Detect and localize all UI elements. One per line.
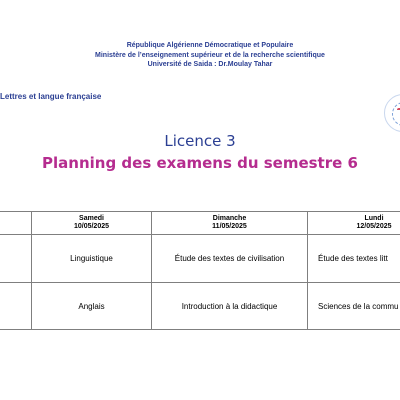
university-line: Université de Saida : Dr.Moulay Tahar: [147, 61, 273, 68]
row-label-cell: [0, 283, 32, 330]
level-title: Licence 3: [164, 132, 236, 150]
day-header-samedi: [32, 212, 152, 235]
exam-cell: Étude des textes de civilisation: [152, 235, 308, 283]
exam-cell: Introduction à la didactique: [152, 283, 308, 330]
university-logo-icon: [384, 94, 400, 132]
department-label: Lettres et langue française: [0, 92, 102, 101]
day-date: 11/05/2025: [212, 223, 247, 230]
day-date: 10/05/2025: [73, 223, 110, 230]
ministry-line: Ministère de l’enseignement supérieur et de la recherche scientifique: [95, 51, 325, 59]
day-date: 12/05/2025: [356, 223, 392, 230]
row-label-cell: [0, 235, 32, 283]
exam-cell: Étude des textes litt: [308, 235, 400, 283]
header-empty-cell: [0, 212, 32, 235]
day-header-dimanche: [152, 212, 308, 235]
exam-cell: Sciences de la commu: [308, 283, 400, 330]
day-name: Dimanche: [212, 214, 247, 222]
table-row: [0, 283, 400, 330]
table-row: [0, 235, 400, 283]
day-name: Samedi: [79, 214, 104, 222]
day-name: Lundi: [364, 214, 384, 222]
table-header-row: [0, 212, 400, 235]
official-header: [0, 41, 400, 70]
exam-schedule-table: [0, 211, 400, 330]
republic-line: République Algérienne Démocratique et Populaire: [126, 42, 294, 49]
exam-cell: Anglais: [32, 283, 152, 330]
day-header-lundi: [308, 212, 400, 235]
planning-title: Planning des examens du semestre 6: [42, 154, 358, 172]
exam-cell: Linguistique: [32, 235, 152, 283]
